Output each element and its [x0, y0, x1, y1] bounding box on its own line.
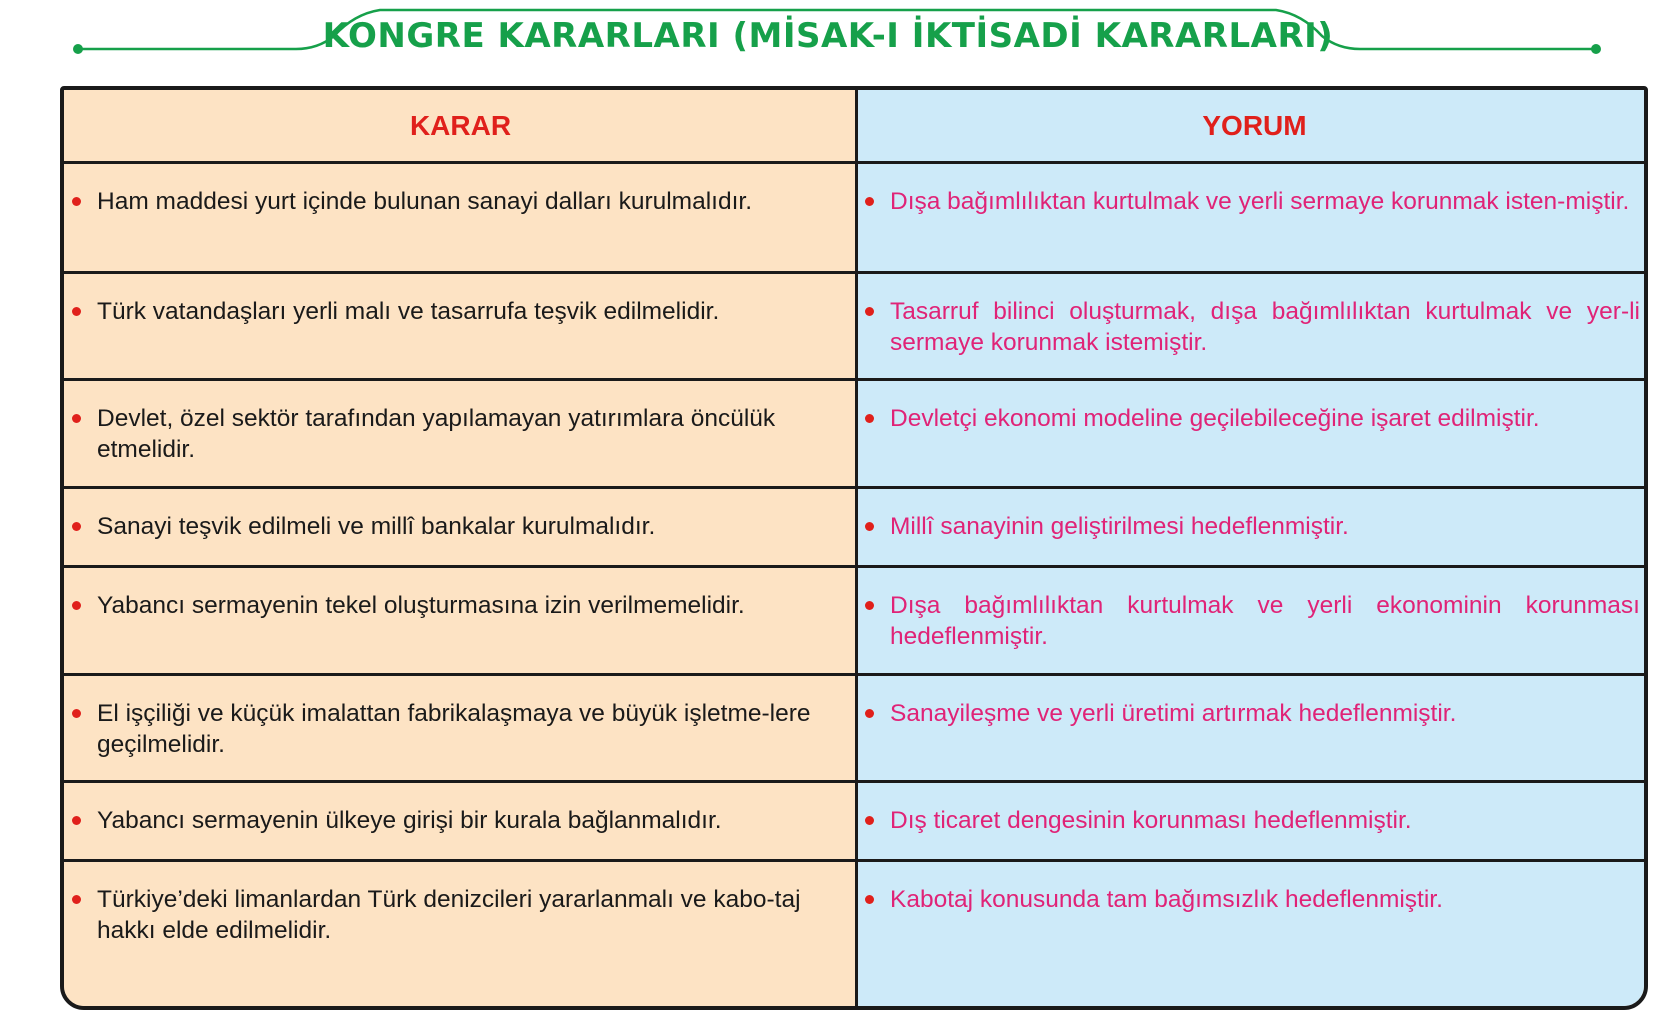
karar-cell	[64, 862, 857, 1010]
bullet-icon	[865, 601, 874, 610]
yorum-cell	[857, 381, 1648, 486]
yorum-cell	[857, 783, 1648, 859]
table-row	[64, 676, 1644, 783]
karar-text: Yabancı sermayenin tekel oluşturmasına izin verilmemelidir.	[97, 592, 745, 619]
yorum-cell	[857, 164, 1648, 271]
table-row	[64, 381, 1644, 489]
table-row	[64, 568, 1644, 676]
bullet-icon	[72, 522, 81, 531]
karar-text: Ham maddesi yurt içinde bulunan sanayi dalları kurulmalıdır.	[97, 188, 753, 215]
bullet-icon	[865, 895, 874, 904]
bullet-icon	[865, 709, 874, 718]
karar-cell	[64, 489, 857, 565]
bullet-icon	[865, 414, 874, 423]
karar-text: Sanayi teşvik edilmeli ve millî bankalar kurulmalıdır.	[97, 513, 656, 540]
bullet-icon	[865, 522, 874, 531]
bullet-icon	[72, 709, 81, 718]
karar-cell	[64, 568, 857, 673]
yorum-text: Dışa bağımlılıktan kurtulmak ve yerli sermaye korunmak isten-miştir.	[890, 188, 1630, 215]
yorum-cell	[857, 862, 1648, 1010]
yorum-text: Tasarruf bilinci oluşturmak, dışa bağımlılıktan kurtulmak ve yer-li sermaye korunmak istemiştir.	[890, 298, 1640, 356]
decisions-table	[60, 86, 1648, 1010]
karar-text: Türk vatandaşları yerli malı ve tasarrufa teşvik edilmelidir.	[97, 298, 720, 325]
yorum-text: Sanayileşme ve yerli üretimi artırmak hedeflenmiştir.	[890, 700, 1457, 727]
yorum-text: Dış ticaret dengesinin korunması hedeflenmiştir.	[890, 807, 1412, 834]
karar-cell	[64, 381, 857, 486]
bullet-icon	[865, 307, 874, 316]
karar-text: El işçiliği ve küçük imalattan fabrikalaşmaya ve büyük işletme-lere geçilmelidir.	[97, 700, 811, 758]
karar-text: Yabancı sermayenin ülkeye girişi bir kurala bağlanmalıdır.	[97, 807, 722, 834]
yorum-cell	[857, 676, 1648, 780]
bullet-icon	[865, 816, 874, 825]
karar-cell	[64, 164, 857, 271]
bullet-icon	[72, 601, 81, 610]
table-row	[64, 164, 1644, 274]
table-row	[64, 862, 1644, 1010]
yorum-text: Millî sanayinin geliştirilmesi hedeflenmiştir.	[890, 513, 1349, 540]
table-row	[64, 274, 1644, 381]
bullet-icon	[72, 895, 81, 904]
column-divider	[855, 90, 858, 1006]
column-header-karar: KARAR	[409, 109, 512, 141]
title-banner	[0, 0, 1656, 80]
yorum-text: Devletçi ekonomi modeline geçilebileceğine işaret edilmiştir.	[890, 405, 1540, 432]
table-row	[64, 489, 1644, 568]
yorum-cell	[857, 568, 1648, 673]
yorum-text: Kabotaj konusunda tam bağımsızlık hedeflenmiştir.	[890, 886, 1443, 913]
bullet-icon	[72, 414, 81, 423]
yorum-text: Dışa bağımlılıktan kurtulmak ve yerli ekonominin korunması hedeflenmiştir.	[890, 592, 1640, 650]
yorum-cell	[857, 274, 1648, 378]
column-header-yorum: YORUM	[1202, 109, 1307, 141]
bullet-icon	[72, 307, 81, 316]
page-title: KONGRE KARARLARI (MİSAK-I İKTİSADİ KARARLARI)	[322, 16, 1334, 56]
karar-cell	[64, 783, 857, 859]
bullet-icon	[72, 816, 81, 825]
bullet-icon	[72, 197, 81, 206]
yorum-cell	[857, 489, 1648, 565]
karar-text: Devlet, özel sektör tarafından yapılamayan yatırımlara öncülük etmelidir.	[97, 405, 776, 463]
karar-text: Türkiye’deki limanlardan Türk denizcileri yararlanmalı ve kabo-taj hakkı elde edilmelidir.	[97, 886, 801, 944]
karar-cell	[64, 274, 857, 378]
table-header-row	[64, 90, 1644, 164]
table-row	[64, 783, 1644, 862]
bullet-icon	[865, 197, 874, 206]
karar-cell	[64, 676, 857, 780]
